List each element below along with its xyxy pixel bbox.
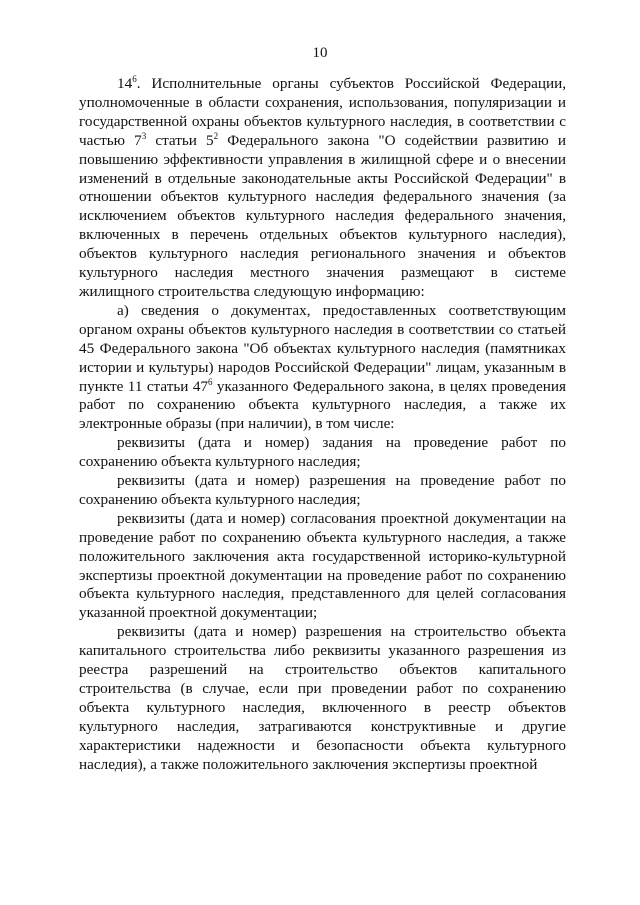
page-number: 10 — [312, 45, 328, 61]
subparagraph-a — [79, 302, 566, 434]
paragraph-number-superscript: 6 — [132, 73, 137, 84]
paragraph-14-6 — [79, 75, 566, 302]
superscript: 6 — [208, 376, 213, 387]
paragraph-text-part: указанного Федерального закона, в целях проведения работ по сохранению объекта культурного наследия, а также их электронные образы (при наличии), в том числе: — [79, 377, 566, 433]
list-item-permit-details: реквизиты (дата и номер) разрешения на проведение работ по сохранению объекта культурного наследия; — [79, 472, 566, 508]
superscript: 3 — [141, 130, 147, 141]
paragraph-number: 14 — [117, 75, 133, 92]
paragraph-text-part: Федерального закона "О содействии развитию и повышению эффективности управления в жилищной сфере и о внесении изменений в отдельные законодательные акты Российской Федерации" в отношении объектов культурного наследия федерального значения (за исключением объектов культурного наследия федерального значения, включенных в перечень отдельных объектов культурного наследия), объектов культурного наследия регионального значения и объектов культурного наследия местного значения размещают в системе жилищного строительства следующую информацию: — [79, 131, 567, 300]
paragraph-text-part: статьи 5 — [146, 131, 214, 149]
document-body — [79, 75, 566, 775]
list-item-task-details: реквизиты (дата и номер) задания на проведение работ по сохранению объекта культурного наследия; — [79, 434, 566, 471]
superscript: 2 — [213, 130, 219, 141]
list-item-approval-details: реквизиты (дата и номер) согласования проектной документации на проведение работ по сохранению объекта культурного наследия, а также положительного заключения акта государственной историко-культурной экспертизы проектной документации на проведение работ по сохранению объекта культурного наследия, представленного для целей согласования указанной проектной документации; — [79, 509, 566, 622]
paragraph-text-part: . Исполнительные органы субъектов Российской Федерации, уполномоченные в области сохранения, использования, популяризации и государственной охраны объектов культурного наследия, в соответствии с частью 7 — [79, 75, 566, 149]
list-item-construction-permit-details: реквизиты (дата и номер) разрешения на строительство объекта капитального строительства либо реквизиты указанного разрешения из реестра разрешений на строительство объектов капитального строительства (в случае, если при проведении работ по сохранению объекта культурного наследия, включенного в реестр объектов культурного наследия, затрагиваются конструктивные и другие характеристики надежности и безопасности объекта культурного наследия), а также положительного заключения экспертизы проектной — [79, 623, 566, 773]
paragraph-text-part: а) сведения о документах, предоставленных соответствующим органом охраны объектов культурного наследия в соответствии со статьей 45 Федерального закона "Об объектах культурного наследия (памятниках истории и культуры) народов Российской Федерации" лицам, указанным в пункте 11 статьи 47 — [79, 301, 566, 395]
